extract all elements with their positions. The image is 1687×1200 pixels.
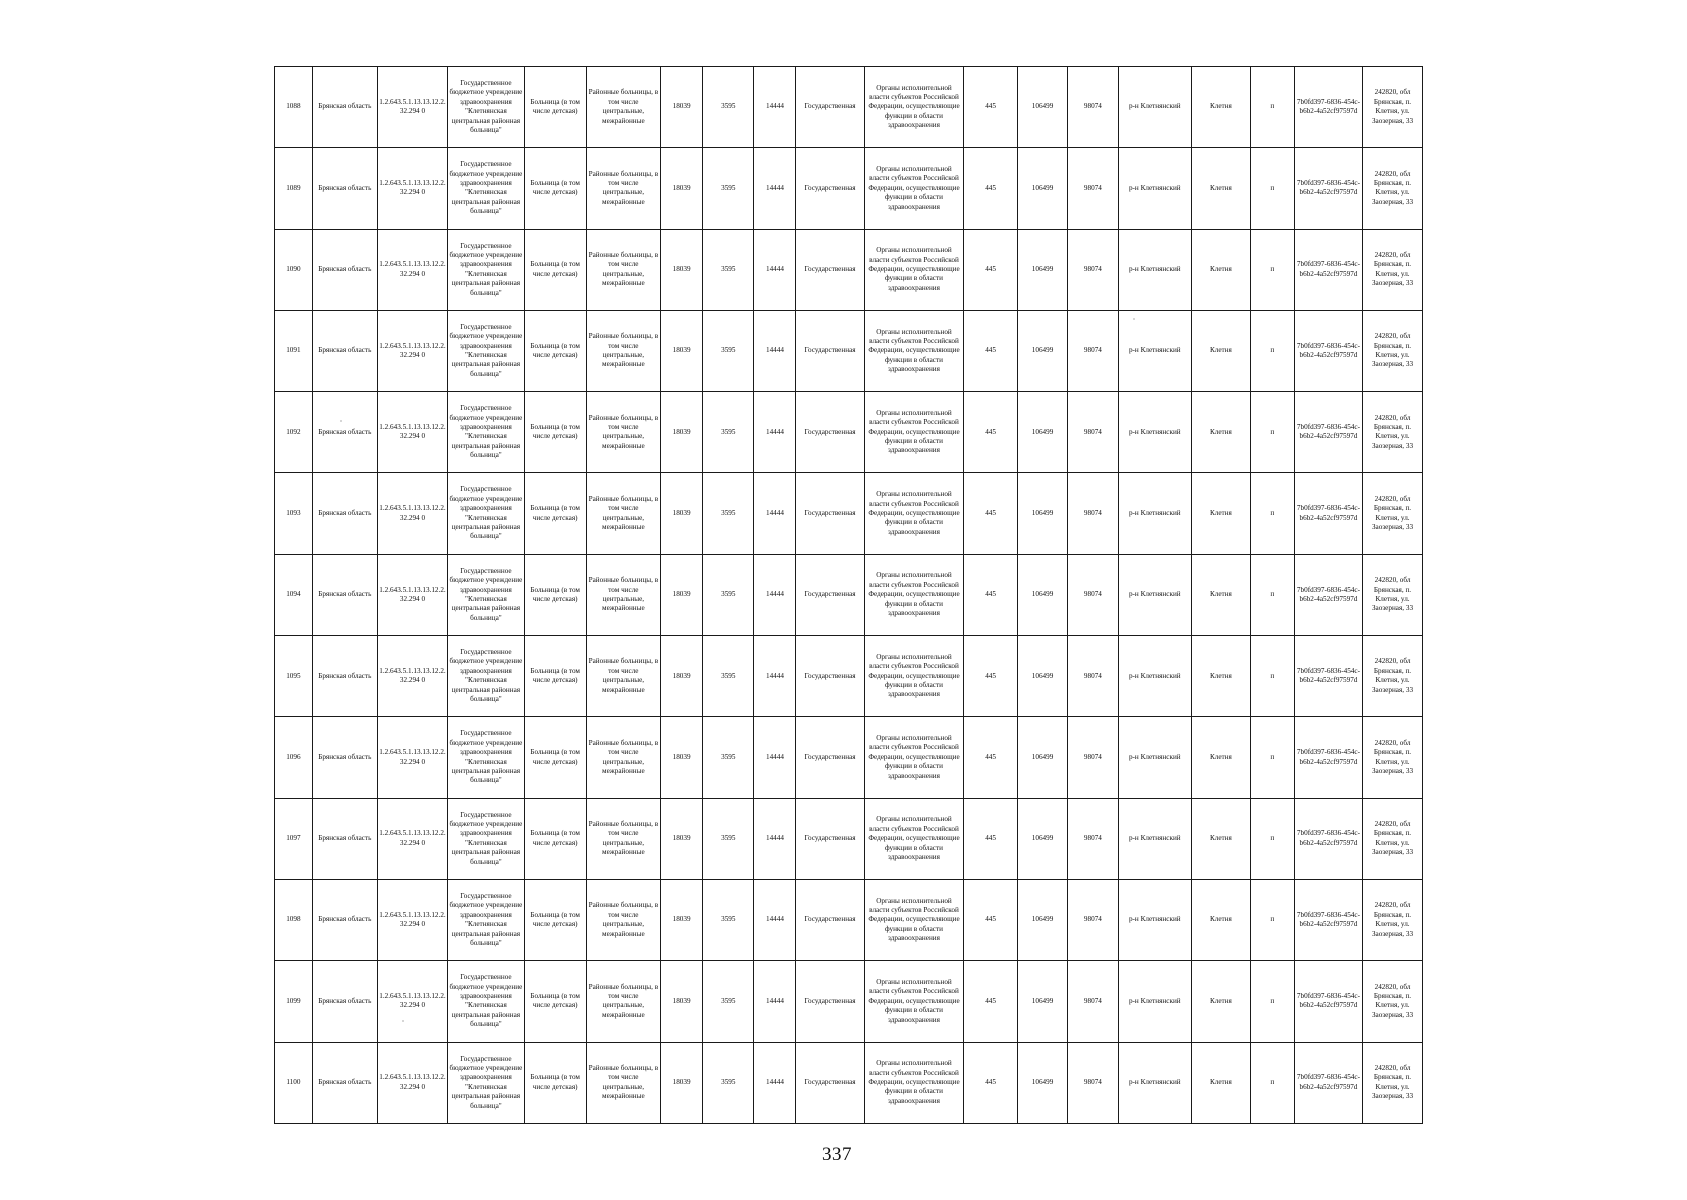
code-cell: 1.2.643.5.1.13.13.12.2.32.294 0 xyxy=(377,798,447,879)
settlement-cell: Клетня xyxy=(1192,554,1251,635)
value-2-cell: 3595 xyxy=(703,879,754,960)
value-4-cell: 445 xyxy=(964,717,1018,798)
address-cell: 242820, обл Брянская, п. Клетня, ул. Заозерная, 33 xyxy=(1363,798,1423,879)
value-2-cell: 3595 xyxy=(703,1042,754,1123)
ownership-cell: Государственная xyxy=(796,229,864,310)
ownership-cell: Государственная xyxy=(796,798,864,879)
settlement-type-cell: п xyxy=(1250,798,1294,879)
facility-group-cell: Районные больницы, в том числе центральные, межрайонные xyxy=(586,961,661,1042)
value-1-cell: 18039 xyxy=(661,229,703,310)
document-sheet xyxy=(274,66,1423,1124)
value-1-cell: 18039 xyxy=(661,636,703,717)
code-cell: 1.2.643.5.1.13.13.12.2.32.294 0 xyxy=(377,67,447,148)
facility-group-cell: Районные больницы, в том числе центральные, межрайонные xyxy=(586,67,661,148)
row-number: 1098 xyxy=(275,879,313,960)
value-3-cell: 14444 xyxy=(754,1042,796,1123)
value-5-cell: 106499 xyxy=(1017,798,1067,879)
row-number: 1093 xyxy=(275,473,313,554)
organization-cell: Государственное бюджетное учреждение здравоохранения "Клетнянская центральная районная больница" xyxy=(448,636,525,717)
facility-type-cell: Больница (в том числе детская) xyxy=(524,798,586,879)
authority-cell: Органы исполнительной власти субъектов Российской Федерации, осуществляющие функции в области здравоохранения xyxy=(864,229,964,310)
table-row xyxy=(275,310,1423,391)
authority-cell: Органы исполнительной власти субъектов Российской Федерации, осуществляющие функции в области здравоохранения xyxy=(864,310,964,391)
organization-cell: Государственное бюджетное учреждение здравоохранения "Клетнянская центральная районная больница" xyxy=(448,392,525,473)
facility-group-cell: Районные больницы, в том числе центральные, межрайонные xyxy=(586,879,661,960)
table-row xyxy=(275,879,1423,960)
row-number: 1097 xyxy=(275,798,313,879)
facility-group-cell: Районные больницы, в том числе центральные, межрайонные xyxy=(586,392,661,473)
row-number: 1091 xyxy=(275,310,313,391)
code-cell: 1.2.643.5.1.13.13.12.2.32.294 0 xyxy=(377,229,447,310)
value-2-cell: 3595 xyxy=(703,229,754,310)
ownership-cell: Государственная xyxy=(796,310,864,391)
row-number: 1089 xyxy=(275,148,313,229)
region-cell: Брянская область xyxy=(312,798,377,879)
facility-group-cell: Районные больницы, в том числе центральные, межрайонные xyxy=(586,1042,661,1123)
value-6-cell: 98074 xyxy=(1068,67,1118,148)
scan-speck xyxy=(1133,318,1135,320)
row-number: 1090 xyxy=(275,229,313,310)
region-cell: Брянская область xyxy=(312,473,377,554)
code-cell: 1.2.643.5.1.13.13.12.2.32.294 0 xyxy=(377,554,447,635)
value-6-cell: 98074 xyxy=(1068,636,1118,717)
facility-type-cell: Больница (в том числе детская) xyxy=(524,554,586,635)
value-6-cell: 98074 xyxy=(1068,392,1118,473)
value-2-cell: 3595 xyxy=(703,798,754,879)
facility-type-cell: Больница (в том числе детская) xyxy=(524,879,586,960)
value-4-cell: 445 xyxy=(964,229,1018,310)
value-2-cell: 3595 xyxy=(703,310,754,391)
settlement-type-cell: п xyxy=(1250,554,1294,635)
value-3-cell: 14444 xyxy=(754,554,796,635)
page-number: 337 xyxy=(822,1144,852,1165)
district-cell: р-н Клетнянский xyxy=(1118,1042,1191,1123)
row-number: 1088 xyxy=(275,67,313,148)
region-cell: Брянская область xyxy=(312,961,377,1042)
ownership-cell: Государственная xyxy=(796,67,864,148)
value-5-cell: 106499 xyxy=(1017,148,1067,229)
region-cell: Брянская область xyxy=(312,636,377,717)
settlement-type-cell: п xyxy=(1250,879,1294,960)
value-3-cell: 14444 xyxy=(754,229,796,310)
value-1-cell: 18039 xyxy=(661,961,703,1042)
organization-cell: Государственное бюджетное учреждение здравоохранения "Клетнянская центральная районная больница" xyxy=(448,1042,525,1123)
district-cell: р-н Клетнянский xyxy=(1118,310,1191,391)
value-1-cell: 18039 xyxy=(661,67,703,148)
facility-group-cell: Районные больницы, в том числе центральные, межрайонные xyxy=(586,310,661,391)
ownership-cell: Государственная xyxy=(796,961,864,1042)
address-cell: 242820, обл Брянская, п. Клетня, ул. Заозерная, 33 xyxy=(1363,636,1423,717)
table-row xyxy=(275,1042,1423,1123)
facility-type-cell: Больница (в том числе детская) xyxy=(524,636,586,717)
organization-cell: Государственное бюджетное учреждение здравоохранения "Клетнянская центральная районная больница" xyxy=(448,961,525,1042)
value-3-cell: 14444 xyxy=(754,473,796,554)
guid-cell: 7b0fd397-6836-454c-b6b2-4a52cf97597d xyxy=(1294,636,1362,717)
value-6-cell: 98074 xyxy=(1068,554,1118,635)
value-1-cell: 18039 xyxy=(661,1042,703,1123)
value-4-cell: 445 xyxy=(964,148,1018,229)
facility-type-cell: Больница (в том числе детская) xyxy=(524,392,586,473)
ownership-cell: Государственная xyxy=(796,717,864,798)
region-cell: Брянская область xyxy=(312,148,377,229)
district-cell: р-н Клетнянский xyxy=(1118,473,1191,554)
organization-cell: Государственное бюджетное учреждение здравоохранения "Клетнянская центральная районная больница" xyxy=(448,148,525,229)
value-3-cell: 14444 xyxy=(754,717,796,798)
value-3-cell: 14444 xyxy=(754,67,796,148)
organization-cell: Государственное бюджетное учреждение здравоохранения "Клетнянская центральная районная больница" xyxy=(448,67,525,148)
value-5-cell: 106499 xyxy=(1017,961,1067,1042)
table-row xyxy=(275,148,1423,229)
facility-group-cell: Районные больницы, в том числе центральные, межрайонные xyxy=(586,229,661,310)
settlement-type-cell: п xyxy=(1250,1042,1294,1123)
ownership-cell: Государственная xyxy=(796,1042,864,1123)
guid-cell: 7b0fd397-6836-454c-b6b2-4a52cf97597d xyxy=(1294,554,1362,635)
value-1-cell: 18039 xyxy=(661,798,703,879)
code-cell: 1.2.643.5.1.13.13.12.2.32.294 0 xyxy=(377,310,447,391)
authority-cell: Органы исполнительной власти субъектов Российской Федерации, осуществляющие функции в области здравоохранения xyxy=(864,1042,964,1123)
facility-group-cell: Районные больницы, в том числе центральные, межрайонные xyxy=(586,717,661,798)
district-cell: р-н Клетнянский xyxy=(1118,717,1191,798)
code-cell: 1.2.643.5.1.13.13.12.2.32.294 0 xyxy=(377,717,447,798)
value-2-cell: 3595 xyxy=(703,473,754,554)
settlement-cell: Клетня xyxy=(1192,717,1251,798)
value-4-cell: 445 xyxy=(964,1042,1018,1123)
authority-cell: Органы исполнительной власти субъектов Российской Федерации, осуществляющие функции в области здравоохранения xyxy=(864,636,964,717)
settlement-type-cell: п xyxy=(1250,392,1294,473)
value-4-cell: 445 xyxy=(964,879,1018,960)
settlement-cell: Клетня xyxy=(1192,636,1251,717)
settlement-cell: Клетня xyxy=(1192,310,1251,391)
table-row xyxy=(275,392,1423,473)
region-cell: Брянская область xyxy=(312,392,377,473)
district-cell: р-н Клетнянский xyxy=(1118,798,1191,879)
value-6-cell: 98074 xyxy=(1068,1042,1118,1123)
organization-cell: Государственное бюджетное учреждение здравоохранения "Клетнянская центральная районная больница" xyxy=(448,798,525,879)
address-cell: 242820, обл Брянская, п. Клетня, ул. Заозерная, 33 xyxy=(1363,310,1423,391)
value-2-cell: 3595 xyxy=(703,67,754,148)
value-4-cell: 445 xyxy=(964,67,1018,148)
row-number: 1100 xyxy=(275,1042,313,1123)
value-4-cell: 445 xyxy=(964,798,1018,879)
settlement-cell: Клетня xyxy=(1192,148,1251,229)
ownership-cell: Государственная xyxy=(796,392,864,473)
organization-cell: Государственное бюджетное учреждение здравоохранения "Клетнянская центральная районная больница" xyxy=(448,473,525,554)
address-cell: 242820, обл Брянская, п. Клетня, ул. Заозерная, 33 xyxy=(1363,961,1423,1042)
facility-group-cell: Районные больницы, в том числе центральные, межрайонные xyxy=(586,798,661,879)
facility-group-cell: Районные больницы, в том числе центральные, межрайонные xyxy=(586,636,661,717)
value-4-cell: 445 xyxy=(964,473,1018,554)
value-6-cell: 98074 xyxy=(1068,473,1118,554)
authority-cell: Органы исполнительной власти субъектов Российской Федерации, осуществляющие функции в области здравоохранения xyxy=(864,67,964,148)
facility-group-cell: Районные больницы, в том числе центральные, межрайонные xyxy=(586,473,661,554)
value-3-cell: 14444 xyxy=(754,148,796,229)
settlement-cell: Клетня xyxy=(1192,879,1251,960)
authority-cell: Органы исполнительной власти субъектов Российской Федерации, осуществляющие функции в области здравоохранения xyxy=(864,392,964,473)
guid-cell: 7b0fd397-6836-454c-b6b2-4a52cf97597d xyxy=(1294,717,1362,798)
value-3-cell: 14444 xyxy=(754,392,796,473)
value-3-cell: 14444 xyxy=(754,879,796,960)
value-1-cell: 18039 xyxy=(661,717,703,798)
guid-cell: 7b0fd397-6836-454c-b6b2-4a52cf97597d xyxy=(1294,879,1362,960)
row-number: 1096 xyxy=(275,717,313,798)
value-1-cell: 18039 xyxy=(661,148,703,229)
value-1-cell: 18039 xyxy=(661,310,703,391)
region-cell: Брянская область xyxy=(312,879,377,960)
settlement-type-cell: п xyxy=(1250,717,1294,798)
registry-body xyxy=(275,67,1423,1124)
organization-cell: Государственное бюджетное учреждение здравоохранения "Клетнянская центральная районная больница" xyxy=(448,717,525,798)
facility-type-cell: Больница (в том числе детская) xyxy=(524,1042,586,1123)
value-5-cell: 106499 xyxy=(1017,879,1067,960)
value-6-cell: 98074 xyxy=(1068,310,1118,391)
settlement-type-cell: п xyxy=(1250,310,1294,391)
authority-cell: Органы исполнительной власти субъектов Российской Федерации, осуществляющие функции в области здравоохранения xyxy=(864,961,964,1042)
table-row xyxy=(275,229,1423,310)
region-cell: Брянская область xyxy=(312,310,377,391)
settlement-cell: Клетня xyxy=(1192,229,1251,310)
value-5-cell: 106499 xyxy=(1017,717,1067,798)
guid-cell: 7b0fd397-6836-454c-b6b2-4a52cf97597d xyxy=(1294,961,1362,1042)
table-row xyxy=(275,961,1423,1042)
settlement-cell: Клетня xyxy=(1192,798,1251,879)
organization-cell: Государственное бюджетное учреждение здравоохранения "Клетнянская центральная районная больница" xyxy=(448,310,525,391)
address-cell: 242820, обл Брянская, п. Клетня, ул. Заозерная, 33 xyxy=(1363,148,1423,229)
authority-cell: Органы исполнительной власти субъектов Российской Федерации, осуществляющие функции в области здравоохранения xyxy=(864,879,964,960)
facility-group-cell: Районные больницы, в том числе центральные, межрайонные xyxy=(586,148,661,229)
value-1-cell: 18039 xyxy=(661,392,703,473)
district-cell: р-н Клетнянский xyxy=(1118,67,1191,148)
guid-cell: 7b0fd397-6836-454c-b6b2-4a52cf97597d xyxy=(1294,473,1362,554)
row-number: 1099 xyxy=(275,961,313,1042)
value-6-cell: 98074 xyxy=(1068,798,1118,879)
organization-cell: Государственное бюджетное учреждение здравоохранения "Клетнянская центральная районная больница" xyxy=(448,229,525,310)
settlement-cell: Клетня xyxy=(1192,1042,1251,1123)
value-4-cell: 445 xyxy=(964,961,1018,1042)
scan-speck xyxy=(402,1020,404,1022)
value-1-cell: 18039 xyxy=(661,879,703,960)
value-2-cell: 3595 xyxy=(703,636,754,717)
guid-cell: 7b0fd397-6836-454c-b6b2-4a52cf97597d xyxy=(1294,310,1362,391)
settlement-type-cell: п xyxy=(1250,229,1294,310)
value-3-cell: 14444 xyxy=(754,798,796,879)
value-3-cell: 14444 xyxy=(754,310,796,391)
row-number: 1095 xyxy=(275,636,313,717)
value-2-cell: 3595 xyxy=(703,961,754,1042)
facility-type-cell: Больница (в том числе детская) xyxy=(524,310,586,391)
value-5-cell: 106499 xyxy=(1017,554,1067,635)
value-5-cell: 106499 xyxy=(1017,392,1067,473)
settlement-type-cell: п xyxy=(1250,148,1294,229)
value-4-cell: 445 xyxy=(964,554,1018,635)
guid-cell: 7b0fd397-6836-454c-b6b2-4a52cf97597d xyxy=(1294,229,1362,310)
settlement-type-cell: п xyxy=(1250,67,1294,148)
ownership-cell: Государственная xyxy=(796,554,864,635)
value-5-cell: 106499 xyxy=(1017,229,1067,310)
settlement-type-cell: п xyxy=(1250,473,1294,554)
value-2-cell: 3595 xyxy=(703,554,754,635)
facility-type-cell: Больница (в том числе детская) xyxy=(524,473,586,554)
region-cell: Брянская область xyxy=(312,229,377,310)
authority-cell: Органы исполнительной власти субъектов Российской Федерации, осуществляющие функции в области здравоохранения xyxy=(864,798,964,879)
facility-type-cell: Больница (в том числе детская) xyxy=(524,229,586,310)
table-row xyxy=(275,798,1423,879)
value-5-cell: 106499 xyxy=(1017,636,1067,717)
value-4-cell: 445 xyxy=(964,636,1018,717)
settlement-type-cell: п xyxy=(1250,961,1294,1042)
guid-cell: 7b0fd397-6836-454c-b6b2-4a52cf97597d xyxy=(1294,798,1362,879)
value-5-cell: 106499 xyxy=(1017,473,1067,554)
ownership-cell: Государственная xyxy=(796,473,864,554)
value-6-cell: 98074 xyxy=(1068,148,1118,229)
value-2-cell: 3595 xyxy=(703,148,754,229)
address-cell: 242820, обл Брянская, п. Клетня, ул. Заозерная, 33 xyxy=(1363,1042,1423,1123)
value-4-cell: 445 xyxy=(964,310,1018,391)
settlement-cell: Клетня xyxy=(1192,961,1251,1042)
table-row xyxy=(275,67,1423,148)
facility-type-cell: Больница (в том числе детская) xyxy=(524,717,586,798)
region-cell: Брянская область xyxy=(312,1042,377,1123)
value-1-cell: 18039 xyxy=(661,554,703,635)
district-cell: р-н Клетнянский xyxy=(1118,392,1191,473)
value-6-cell: 98074 xyxy=(1068,717,1118,798)
address-cell: 242820, обл Брянская, п. Клетня, ул. Заозерная, 33 xyxy=(1363,229,1423,310)
table-row xyxy=(275,717,1423,798)
value-5-cell: 106499 xyxy=(1017,310,1067,391)
region-cell: Брянская область xyxy=(312,554,377,635)
code-cell: 1.2.643.5.1.13.13.12.2.32.294 0 xyxy=(377,148,447,229)
district-cell: р-н Клетнянский xyxy=(1118,554,1191,635)
table-row xyxy=(275,636,1423,717)
facility-type-cell: Больница (в том числе детская) xyxy=(524,961,586,1042)
row-number: 1092 xyxy=(275,392,313,473)
guid-cell: 7b0fd397-6836-454c-b6b2-4a52cf97597d xyxy=(1294,148,1362,229)
district-cell: р-н Клетнянский xyxy=(1118,879,1191,960)
ownership-cell: Государственная xyxy=(796,636,864,717)
organization-cell: Государственное бюджетное учреждение здравоохранения "Клетнянская центральная районная больница" xyxy=(448,554,525,635)
facility-type-cell: Больница (в том числе детская) xyxy=(524,148,586,229)
value-6-cell: 98074 xyxy=(1068,961,1118,1042)
code-cell: 1.2.643.5.1.13.13.12.2.32.294 0 xyxy=(377,392,447,473)
value-1-cell: 18039 xyxy=(661,473,703,554)
address-cell: 242820, обл Брянская, п. Клетня, ул. Заозерная, 33 xyxy=(1363,879,1423,960)
value-4-cell: 445 xyxy=(964,392,1018,473)
guid-cell: 7b0fd397-6836-454c-b6b2-4a52cf97597d xyxy=(1294,392,1362,473)
code-cell: 1.2.643.5.1.13.13.12.2.32.294 0 xyxy=(377,473,447,554)
value-5-cell: 106499 xyxy=(1017,67,1067,148)
organization-cell: Государственное бюджетное учреждение здравоохранения "Клетнянская центральная районная больница" xyxy=(448,879,525,960)
table-row xyxy=(275,473,1423,554)
settlement-type-cell: п xyxy=(1250,636,1294,717)
district-cell: р-н Клетнянский xyxy=(1118,229,1191,310)
value-6-cell: 98074 xyxy=(1068,229,1118,310)
guid-cell: 7b0fd397-6836-454c-b6b2-4a52cf97597d xyxy=(1294,1042,1362,1123)
value-6-cell: 98074 xyxy=(1068,879,1118,960)
guid-cell: 7b0fd397-6836-454c-b6b2-4a52cf97597d xyxy=(1294,67,1362,148)
authority-cell: Органы исполнительной власти субъектов Российской Федерации, осуществляющие функции в области здравоохранения xyxy=(864,148,964,229)
region-cell: Брянская область xyxy=(312,67,377,148)
district-cell: р-н Клетнянский xyxy=(1118,961,1191,1042)
authority-cell: Органы исполнительной власти субъектов Российской Федерации, осуществляющие функции в области здравоохранения xyxy=(864,717,964,798)
value-3-cell: 14444 xyxy=(754,961,796,1042)
region-cell: Брянская область xyxy=(312,717,377,798)
settlement-cell: Клетня xyxy=(1192,392,1251,473)
authority-cell: Органы исполнительной власти субъектов Российской Федерации, осуществляющие функции в области здравоохранения xyxy=(864,473,964,554)
code-cell: 1.2.643.5.1.13.13.12.2.32.294 0 xyxy=(377,1042,447,1123)
address-cell: 242820, обл Брянская, п. Клетня, ул. Заозерная, 33 xyxy=(1363,67,1423,148)
district-cell: р-н Клетнянский xyxy=(1118,636,1191,717)
authority-cell: Органы исполнительной власти субъектов Российской Федерации, осуществляющие функции в области здравоохранения xyxy=(864,554,964,635)
ownership-cell: Государственная xyxy=(796,879,864,960)
value-3-cell: 14444 xyxy=(754,636,796,717)
facility-group-cell: Районные больницы, в том числе центральные, межрайонные xyxy=(586,554,661,635)
row-number: 1094 xyxy=(275,554,313,635)
value-2-cell: 3595 xyxy=(703,717,754,798)
code-cell: 1.2.643.5.1.13.13.12.2.32.294 0 xyxy=(377,636,447,717)
code-cell: 1.2.643.5.1.13.13.12.2.32.294 0 xyxy=(377,961,447,1042)
district-cell: р-н Клетнянский xyxy=(1118,148,1191,229)
facility-type-cell: Больница (в том числе детская) xyxy=(524,67,586,148)
address-cell: 242820, обл Брянская, п. Клетня, ул. Заозерная, 33 xyxy=(1363,392,1423,473)
value-2-cell: 3595 xyxy=(703,392,754,473)
address-cell: 242820, обл Брянская, п. Клетня, ул. Заозерная, 33 xyxy=(1363,717,1423,798)
ownership-cell: Государственная xyxy=(796,148,864,229)
code-cell: 1.2.643.5.1.13.13.12.2.32.294 0 xyxy=(377,879,447,960)
address-cell: 242820, обл Брянская, п. Клетня, ул. Заозерная, 33 xyxy=(1363,473,1423,554)
settlement-cell: Клетня xyxy=(1192,473,1251,554)
address-cell: 242820, обл Брянская, п. Клетня, ул. Заозерная, 33 xyxy=(1363,554,1423,635)
value-5-cell: 106499 xyxy=(1017,1042,1067,1123)
registry-table xyxy=(274,66,1423,1124)
settlement-cell: Клетня xyxy=(1192,67,1251,148)
table-row xyxy=(275,554,1423,635)
scan-speck xyxy=(340,420,342,422)
